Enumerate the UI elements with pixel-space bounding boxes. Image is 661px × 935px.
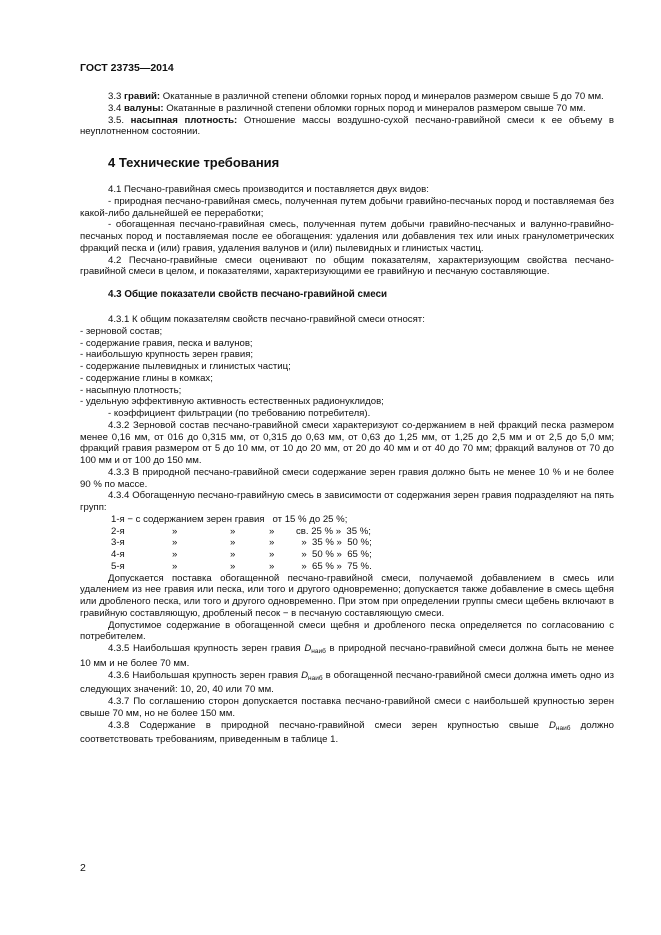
document-page bbox=[80, 62, 614, 746]
text-fragment: в природной песчано-гравийной смеси должна быть не менее 10 мм и не более 70 мм. bbox=[80, 643, 615, 669]
definition-term: гравий: bbox=[124, 91, 161, 102]
paragraph-4-1: 4.1 Песчано-гравийная смесь производится и поставляется двух видов: bbox=[108, 184, 429, 195]
paragraph-4-2: 4.2 Песчано-гравийные смеси оценивают по общим показателям, характеризующим свойства песчано-гравийной смеси в целом, и показателями, характеризующими ее гравийную и песчаную составляющие. bbox=[80, 254, 614, 278]
list-item: - зерновой состав; bbox=[80, 325, 163, 337]
group-label: 2-я bbox=[111, 525, 125, 537]
ditto-mark: » bbox=[230, 549, 236, 560]
group-row bbox=[80, 537, 614, 549]
group-row bbox=[80, 549, 614, 561]
paragraph-4-1-natural: - природная песчано-гравийная смесь, полученная путем добычи гравийно-песчаных пород и поставляемая без какой-либо дальнейшей ее переработки; bbox=[80, 195, 614, 219]
ditto-mark: » bbox=[230, 525, 236, 537]
group-label: 4-я bbox=[111, 549, 125, 560]
group-label: 5-я bbox=[111, 560, 125, 572]
group-row bbox=[80, 561, 614, 573]
text-fragment: 4.3.5 Наибольшая крупность зерен гравия bbox=[108, 643, 305, 654]
symbol-subscript: наиб bbox=[308, 674, 323, 682]
ditto-mark: » bbox=[269, 537, 275, 549]
symbol-subscript: наиб bbox=[311, 648, 326, 655]
group-row bbox=[80, 514, 614, 526]
definition-3-3 bbox=[80, 91, 614, 103]
list-item: - наибольшую крупность зерен гравия; bbox=[80, 349, 254, 361]
text-fragment: должно соответствовать требованиям, приведенным в таблице 1. bbox=[80, 719, 614, 746]
symbol-d: D bbox=[304, 643, 312, 654]
list-item: - содержание глины в комках; bbox=[80, 372, 213, 384]
list-item: - содержание пылевидных и глинистых частиц; bbox=[80, 361, 291, 372]
paragraph-4-3-7: 4.3.7 По соглашению сторон допускается поставка песчано-гравийной смеси с наибольшей крупностью зерен свыше 70 мм, но не более 150 мм. bbox=[80, 696, 614, 719]
text-fragment: 4.3.8 Содержание в природной песчано-гравийной смеси зерен крупностью свыше bbox=[108, 719, 549, 731]
ditto-mark: » bbox=[269, 549, 275, 560]
definition-3-4 bbox=[80, 103, 614, 115]
ditto-mark: » bbox=[172, 537, 178, 549]
list-item: - удельную эффективную активность естественных радионуклидов; bbox=[80, 396, 384, 408]
section-4-3-heading: 4.3 Общие показатели свойств песчано-гравийной смеси bbox=[108, 289, 388, 300]
paragraph-allowed-content: Допустимое содержание в обогащенной смеси щебня и дробленого песка определяется по согласованию с потребителем. bbox=[80, 619, 614, 643]
ditto-mark: » bbox=[269, 525, 275, 537]
definition-3-5 bbox=[80, 115, 614, 139]
ditto-mark: » bbox=[230, 560, 236, 572]
paragraph-4-3-5 bbox=[80, 643, 614, 670]
group-row bbox=[80, 526, 614, 538]
ditto-mark: » bbox=[269, 560, 275, 572]
ditto-mark: » bbox=[172, 525, 178, 537]
definition-number: 3.3 bbox=[108, 91, 125, 102]
paragraph-4-1-enriched: - обогащенная песчано-гравийная смесь, полученная путем добычи гравийно-песчаных и валунно-гравийно-песчаных пород и поставляемая после ее обогащения: удаления или добавления тех или иных гранулометрических фракций песка и (или) гравия, удаления валунов и (или) пылевидных и глинистых частиц. bbox=[80, 219, 614, 254]
paragraph-allowance: Допускается поставка обогащенной песчано-гравийной смеси, получаемой добавлением в смесь или удалением из нее гравия или песка, или того и другого одновременно; допускается также добавление в смесь щебня или дробленого песка, или того и другого одновременно. При этом при определении группы смеси щебень включают в гравийную составляющую, дробленый песок − в песчаную составляющую смеси. bbox=[80, 572, 614, 619]
group-label: 1-я − с содержанием зерен гравия bbox=[111, 513, 265, 525]
paragraph-4-3-4: 4.3.4 Обогащенную песчано-гравийную смесь в зависимости от содержания зерен гравия подразделяют на пять групп: bbox=[80, 490, 614, 513]
text-fragment: 4.3.6 Наибольшая крупность зерен гравия bbox=[108, 669, 302, 681]
ditto-mark: » bbox=[230, 537, 236, 549]
document-code-header: ГОСТ 23735—2014 bbox=[80, 62, 174, 74]
group-range: » 65 % » 75 %. bbox=[296, 560, 372, 572]
page-number: 2 bbox=[80, 862, 86, 874]
paragraph-4-3-2: 4.3.2 Зерновой состав песчано-гравийной смеси характеризуют со-держанием в ней фракций песка размером менее 0,16 мм, от 016 до 0,315 мм, от 0,315 до 0,63 мм, от 0,63 до 1,25 мм, от 1,25 до 2,5 мм и от 2,5 до 5,0 мм; фракций гравия размером от 5 до 10 мм, от 10 до 20 мм, от 20 до 40 мм и от 40 до 70 мм; фракций валунов от 70 до 100 мм и от 100 до 150 мм. bbox=[80, 419, 614, 466]
ditto-mark: » bbox=[172, 560, 178, 572]
section-4-heading: 4 Технические требования bbox=[108, 155, 280, 170]
group-range: » 35 % » 50 %; bbox=[296, 537, 372, 549]
paragraph-4-3-3: 4.3.3 В природной песчано-гравийной смеси содержание зерен гравия должно быть не менее 10 % и не более 90 % по массе. bbox=[80, 466, 614, 490]
symbol-d: D bbox=[301, 669, 309, 681]
definition-text: Окатанные в различной степени обломки горных пород и минералов размером свыше 5 до 70 мм. bbox=[160, 91, 604, 102]
definition-text: Окатанные в различной степени обломки горных пород и минералов размером свыше 70 мм. bbox=[163, 102, 586, 114]
group-label: 3-я bbox=[111, 537, 125, 549]
indicator-list bbox=[80, 326, 614, 420]
definition-term: насыпная плотность: bbox=[130, 114, 238, 126]
group-range: от 15 % до 25 %; bbox=[264, 513, 348, 525]
paragraph-4-3-6 bbox=[80, 670, 614, 697]
paragraph-4-3-8 bbox=[80, 720, 614, 747]
definition-number: 3.4 bbox=[108, 102, 125, 114]
group-range: св. 25 % » 35 %; bbox=[296, 525, 371, 537]
definition-number: 3.5. bbox=[108, 114, 131, 126]
list-item: - коэффициент фильтрации (по требованию потребителя). bbox=[108, 408, 371, 419]
group-range: » 50 % » 65 %; bbox=[296, 549, 372, 560]
text-fragment: в обогащенной песчано-гравийной смеси должна иметь одно из следующих значений: 10, 20, 40 или 70 мм. bbox=[80, 669, 614, 696]
ditto-mark: » bbox=[172, 549, 178, 560]
list-item: - содержание гравия, песка и валунов; bbox=[80, 337, 253, 349]
definition-text: Отношение массы воздушно-сухой песчано-гравийной смеси к ее объему в неуплотненном состоянии. bbox=[80, 114, 615, 138]
symbol-d: D bbox=[548, 719, 556, 731]
gravel-groups-list bbox=[80, 514, 614, 573]
symbol-subscript: наиб bbox=[555, 724, 571, 732]
list-item: - насыпную плотность; bbox=[80, 384, 182, 396]
definition-term: валуны: bbox=[124, 102, 164, 114]
paragraph-4-3-1: 4.3.1 К общим показателям свойств песчано-гравийной смеси относят: bbox=[108, 314, 425, 325]
